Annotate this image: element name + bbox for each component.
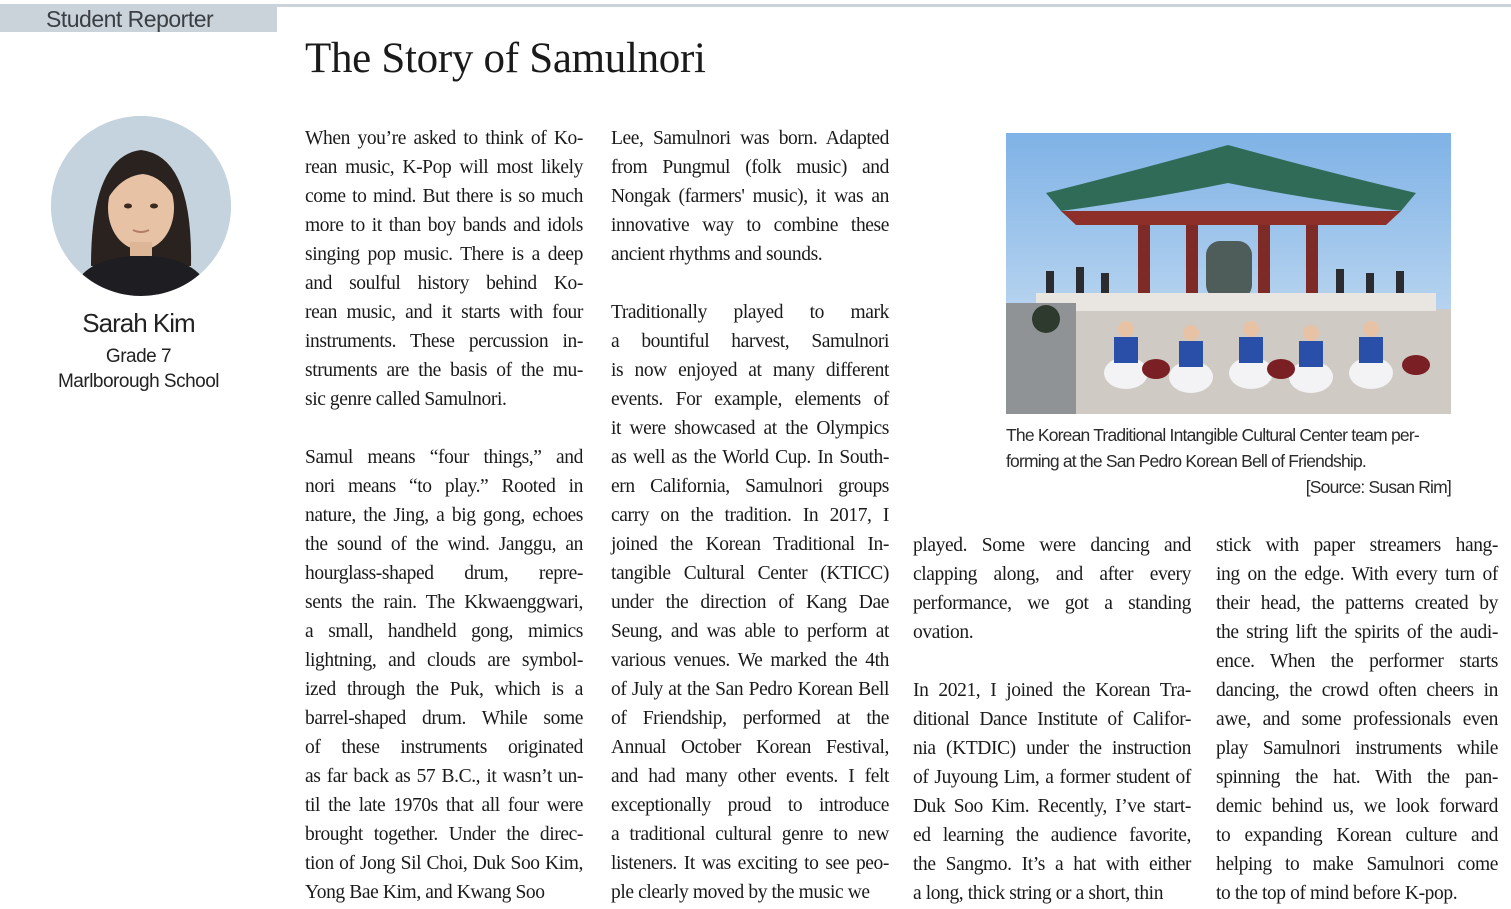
caption-line: The Korean Traditional Intangible Cultural Center team per- [1006, 425, 1419, 445]
text-line: various venues. We marked the 4th [611, 650, 889, 671]
text-line: it were showcased at the Olympics [611, 418, 889, 439]
text-line: nia (KTDIC) under the instruction [913, 738, 1191, 759]
text-line: the string lift the spirits of the audi- [1216, 622, 1498, 643]
text-line: stick with paper streamers hang- [1216, 535, 1498, 556]
text-line: under the direction of Kang Dae [611, 592, 889, 613]
text-line: of Friendship, performed at the [611, 708, 889, 729]
paragraph-gap [913, 647, 1191, 676]
text-line: dancing, the crowd often cheers in [1216, 680, 1498, 701]
text-line: exceptionally proud to introduce [611, 795, 889, 816]
text-line: til the late 1970s that all four were [305, 795, 583, 816]
paragraph-gap [611, 269, 889, 298]
text-line: play Samulnori instruments while [1216, 738, 1498, 759]
text-line: a small, handheld gong, mimics [305, 621, 583, 642]
photo-source: [Source: Susan Rim] [1305, 477, 1451, 497]
text-line: ized through the Puk, which is a [305, 679, 583, 700]
text-line: come to mind. But there is so much [305, 186, 583, 207]
text-line: helping to make Samulnori come [1216, 854, 1498, 875]
text-line: ed learning the audience favorite, [913, 825, 1191, 846]
text-line: struments are the basis of the mu- [305, 360, 583, 381]
text-line: events. For example, elements of [611, 389, 889, 410]
bell-pavilion-performance-illustration [1006, 133, 1451, 414]
text-line: Traditionally played to mark [611, 302, 889, 323]
text-line: sents the rain. The Kkwaenggwari, [305, 592, 583, 613]
text-line: brought together. Under the direc- [305, 824, 583, 845]
text-line: rean music, and it starts with four [305, 302, 583, 323]
paragraph-gap [305, 414, 583, 443]
text-line: from Pungmul (folk music) and [611, 157, 889, 178]
section-label: Student Reporter [0, 4, 277, 32]
text-line: clapping along, and after every [913, 564, 1191, 585]
text-line: played. Some were dancing and [913, 535, 1191, 556]
author-grade: Grade 7 [105, 346, 172, 367]
text-line: In 2021, I joined the Korean Tra- [913, 680, 1191, 701]
author-name: Sarah Kim [82, 308, 195, 338]
text-line: listeners. It was exciting to see peo- [611, 853, 889, 874]
text-line: as well as the World Cup. In South- [611, 447, 889, 468]
article-column-3 [913, 531, 1191, 908]
article-column-2 [611, 124, 889, 907]
text-line: to expanding Korean culture and [1216, 825, 1498, 846]
text-line: joined the Korean Traditional In- [611, 534, 889, 555]
author-school: Marlborough School [57, 371, 220, 392]
text-line: and had many other events. I felt [611, 766, 889, 787]
text-line: is now enjoyed at many different [611, 360, 889, 381]
text-line: ovation. [913, 622, 974, 643]
text-line: When you’re asked to think of Ko- [305, 128, 583, 149]
text-line: ancient rhythms and sounds. [611, 244, 823, 265]
text-line: ern California, Samulnori groups [611, 476, 889, 497]
text-line: tangible Cultural Center (KTICC) [611, 563, 889, 584]
text-line: rean music, K-Pop will most likely [305, 157, 583, 178]
text-line: singing pop music. There is a deep [305, 244, 583, 265]
text-line: performance, we got a standing [913, 593, 1191, 614]
text-line: Duk Soo Kim. Recently, I’ve start- [913, 796, 1191, 817]
text-line: Nongak (farmers' music), it was an [611, 186, 889, 207]
article-column-4 [1216, 531, 1498, 908]
text-line: ing on the edge. With every turn of [1216, 564, 1498, 585]
text-line: Samul means “four things,” and [305, 447, 583, 468]
text-line: spinning the hat. With the pan- [1216, 767, 1498, 788]
text-line: Annual October Korean Festival, [611, 737, 889, 758]
text-line: more to it than boy bands and idols [305, 215, 583, 236]
author-photo [51, 116, 231, 296]
text-line: and soulful history behind Ko- [305, 273, 583, 294]
text-line: carry on the tradition. In 2017, I [611, 505, 889, 526]
text-line: a long, thick string or a short, thin [913, 883, 1164, 904]
article-column-1 [305, 124, 583, 907]
text-line: of July at the San Pedro Korean Bell [611, 679, 889, 700]
text-line: nori means “to play.” Rooted in [305, 476, 583, 497]
text-line: ple clearly moved by the music we [611, 882, 870, 903]
text-line: a bountiful harvest, Samulnori [611, 331, 889, 352]
text-line: sic genre called Samulnori. [305, 389, 507, 410]
text-line: to the top of mind before K-pop. [1216, 883, 1458, 904]
text-line: barrel-shaped drum. While some [305, 708, 583, 729]
article-title: The Story of Samulnori [305, 35, 706, 82]
text-line: demic behind us, we look forward [1216, 796, 1498, 817]
text-line: of Juyoung Lim, a former student of [913, 767, 1191, 788]
text-line: as far back as 57 B.C., it wasn’t un- [305, 766, 583, 787]
text-line: ence. When the performer starts [1216, 651, 1498, 672]
text-line: Lee, Samulnori was born. Adapted [611, 128, 889, 149]
text-line: innovative way to combine these [611, 215, 889, 236]
text-line: awe, and some professionals even [1216, 709, 1498, 730]
text-line: Yong Bae Kim, and Kwang Soo [305, 882, 545, 903]
text-line: the Sangmo. It’s a hat with either [913, 854, 1191, 875]
text-line: instruments. These percussion in- [305, 331, 583, 352]
text-line: of these instruments originated [305, 737, 583, 758]
text-line: their head, the patterns created by [1216, 593, 1498, 614]
article-photo [1006, 133, 1451, 414]
text-line: nature, the Jing, a big gong, echoes [305, 505, 583, 526]
photo-caption [1006, 422, 1451, 500]
text-line: tion of Jong Sil Choi, Duk Soo Kim, [305, 853, 583, 874]
text-line: the sound of the wind. Janggu, an [305, 534, 583, 555]
caption-line: forming at the San Pedro Korean Bell of Friendship. [1006, 451, 1366, 471]
text-line: lightning, and clouds are symbol- [305, 650, 583, 671]
text-line: ditional Dance Institute of Califor- [913, 709, 1191, 730]
text-line: a traditional cultural genre to new [611, 824, 889, 845]
author-portrait-illustration [51, 116, 231, 296]
text-line: hourglass-shaped drum, repre- [305, 563, 583, 584]
text-line: Seung, and was able to perform at [611, 621, 889, 642]
